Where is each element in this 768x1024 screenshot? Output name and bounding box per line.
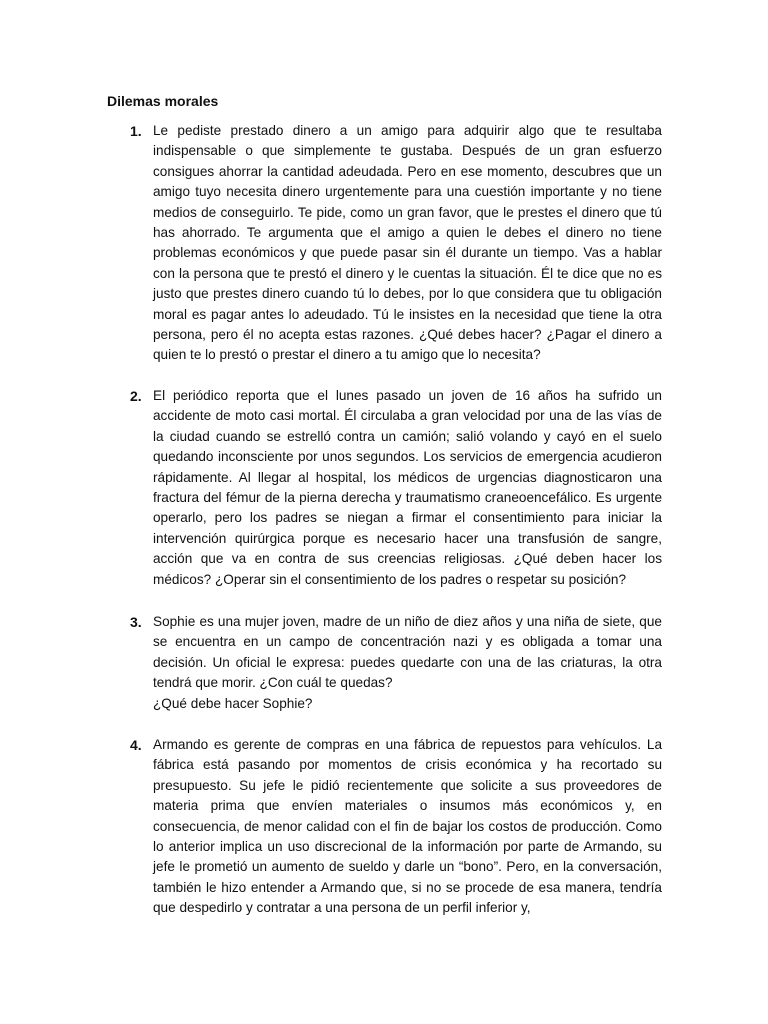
- item-text: [153, 386, 662, 590]
- item-text: [153, 612, 662, 714]
- item-number: 2.: [130, 388, 142, 404]
- item-number: 4.: [130, 737, 142, 753]
- item-number: 1.: [130, 123, 142, 139]
- item-paragraph: Le pediste prestado dinero a un amigo para adquirir algo que te resultaba indispensable o que simplemente te gustaba. Después de un gran esfuerzo consigues ahorrar la cantidad adeudada. Pero en ese momento, descubres que un amigo tuyo necesita dinero urgentemente para una cuestión importante y no tiene medios de conseguirlo. Te pide, como un gran favor, que le prestes el dinero que tú has ahorrado. Te argumenta que el amigo a quien le debes el dinero no tiene problemas económicos y que puede pasar sin él durante un tiempo. Vas a hablar con la persona que te prestó el dinero y le cuentas la situación. Él te dice que no es justo que prestes dinero cuando tú lo debes, por lo que considera que tu obligación moral es pagar antes lo adeudado. Tú le insistes en la necesidad que tiene la otra persona, pero él no acepta estas razones. ¿Qué debes hacer? ¿Pagar el dinero a quien te lo prestó o prestar el dinero a tu amigo que lo necesita?: [153, 123, 662, 363]
- list-item-4: [107, 735, 662, 919]
- item-number: 3.: [130, 614, 142, 630]
- list-item-3: [107, 612, 662, 714]
- list-item-1: [107, 121, 662, 366]
- document-title: Dilemas morales: [107, 93, 219, 109]
- item-paragraph: Armando es gerente de compras en una fábrica de repuestos para vehículos. La fábrica está pasando por momentos de crisis económica y ha recortado su presupuesto. Su jefe le pidió recientemente que solicite a sus proveedores de materia prima que envíen materiales o insumos más económicos y, en consecuencia, de menor calidad con el fin de bajar los costos de producción. Como lo anterior implica un uso discrecional de la información por parte de Armando, su jefe le prometió un aumento de sueldo y darle un “bono”. Pero, en la conversación, también le hizo entender a Armando que, si no se procede de esa manera, tendría que despedirlo y contratar a una persona de un perfil inferior y,: [153, 737, 662, 916]
- item-paragraph: Sophie es una mujer joven, madre de un niño de diez años y una niña de siete, que se encuentra en un campo de concentración nazi y es obligada a tomar una decisión. Un oficial le expresa: puedes quedarte con una de las criaturas, la otra tendrá que morir. ¿Con cuál te quedas?: [153, 614, 662, 691]
- item-text: [153, 121, 662, 366]
- item-paragraph: El periódico reporta que el lunes pasado un joven de 16 años ha sufrido un accidente de moto casi mortal. Él circulaba a gran velocidad por una de las vías de la ciudad cuando se estrelló contra un camión; salió volando y cayó en el suelo quedando inconsciente por unos segundos. Los servicios de emergencia acudieron rápidamente. Al llegar al hospital, los médicos de urgencias diagnosticaron una fractura del fémur de la pierna derecha y traumatismo craneoencefálico. Es urgente operarlo, pero los padres se niegan a firmar el consentimiento para iniciar la intervención quirúrgica porque es necesario hacer una transfusión de sangre, acción que va en contra de sus creencias religiosas. ¿Qué deben hacer los médicos? ¿Operar sin el consentimiento de los padres o respetar su posición?: [153, 388, 662, 587]
- list-item-2: [107, 386, 662, 590]
- item-text: [153, 735, 662, 919]
- item-paragraph: ¿Qué debe hacer Sophie?: [153, 695, 313, 711]
